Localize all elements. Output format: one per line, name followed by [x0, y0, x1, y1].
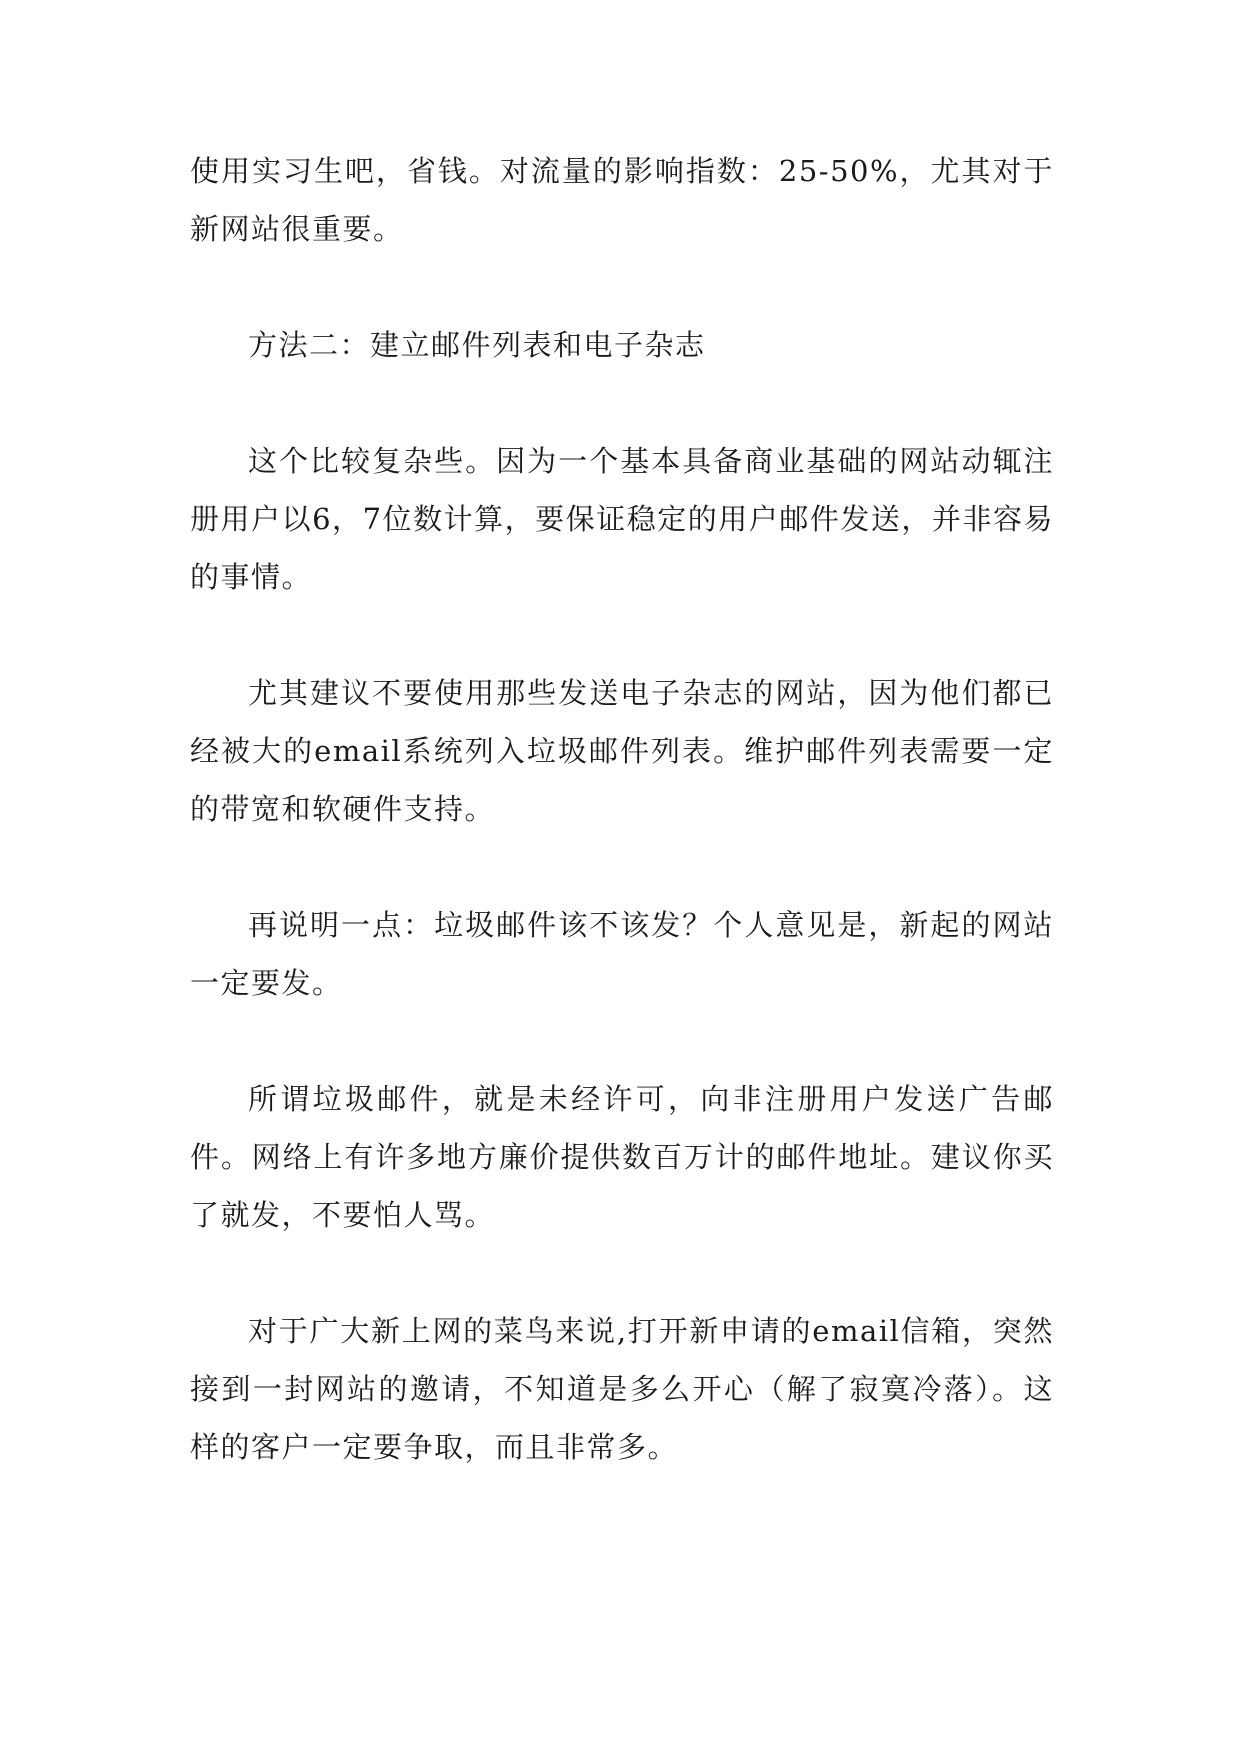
- paragraph-avoid-ezines: 尤其建议不要使用那些发送电子杂志的网站，因为他们都已经被大的email系统列入垃圾邮件列表。维护邮件列表需要一定的带宽和软硬件支持。: [190, 676, 1054, 826]
- paragraph-intern-tip: 使用实习生吧，省钱。对流量的影响指数：25-50%，尤其对于新网站很重要。: [190, 154, 1054, 246]
- paragraph-newbie-customers: 对于广大新上网的菜鸟来说,打开新申请的email信箱，突然接到一封网站的邀请，不知道是多么开心（解了寂寞冷落）。这样的客户一定要争取，而且非常多。: [190, 1314, 1054, 1464]
- section-heading-method-two: 方法二：建立邮件列表和电子杂志: [248, 328, 706, 362]
- paragraph-complexity: 这个比较复杂些。因为一个基本具备商业基础的网站动辄注册用户以6，7位数计算，要保证稳定的用户邮件发送，并非容易的事情。: [190, 444, 1054, 594]
- paragraph-spam-opinion: 再说明一点：垃圾邮件该不该发？个人意见是，新起的网站一定要发。: [190, 908, 1054, 1000]
- document-body: [190, 142, 1054, 1534]
- paragraph-spam-definition: 所谓垃圾邮件，就是未经许可，向非注册用户发送广告邮件。网络上有许多地方廉价提供数百万计的邮件地址。建议你买了就发，不要怕人骂。: [190, 1082, 1054, 1232]
